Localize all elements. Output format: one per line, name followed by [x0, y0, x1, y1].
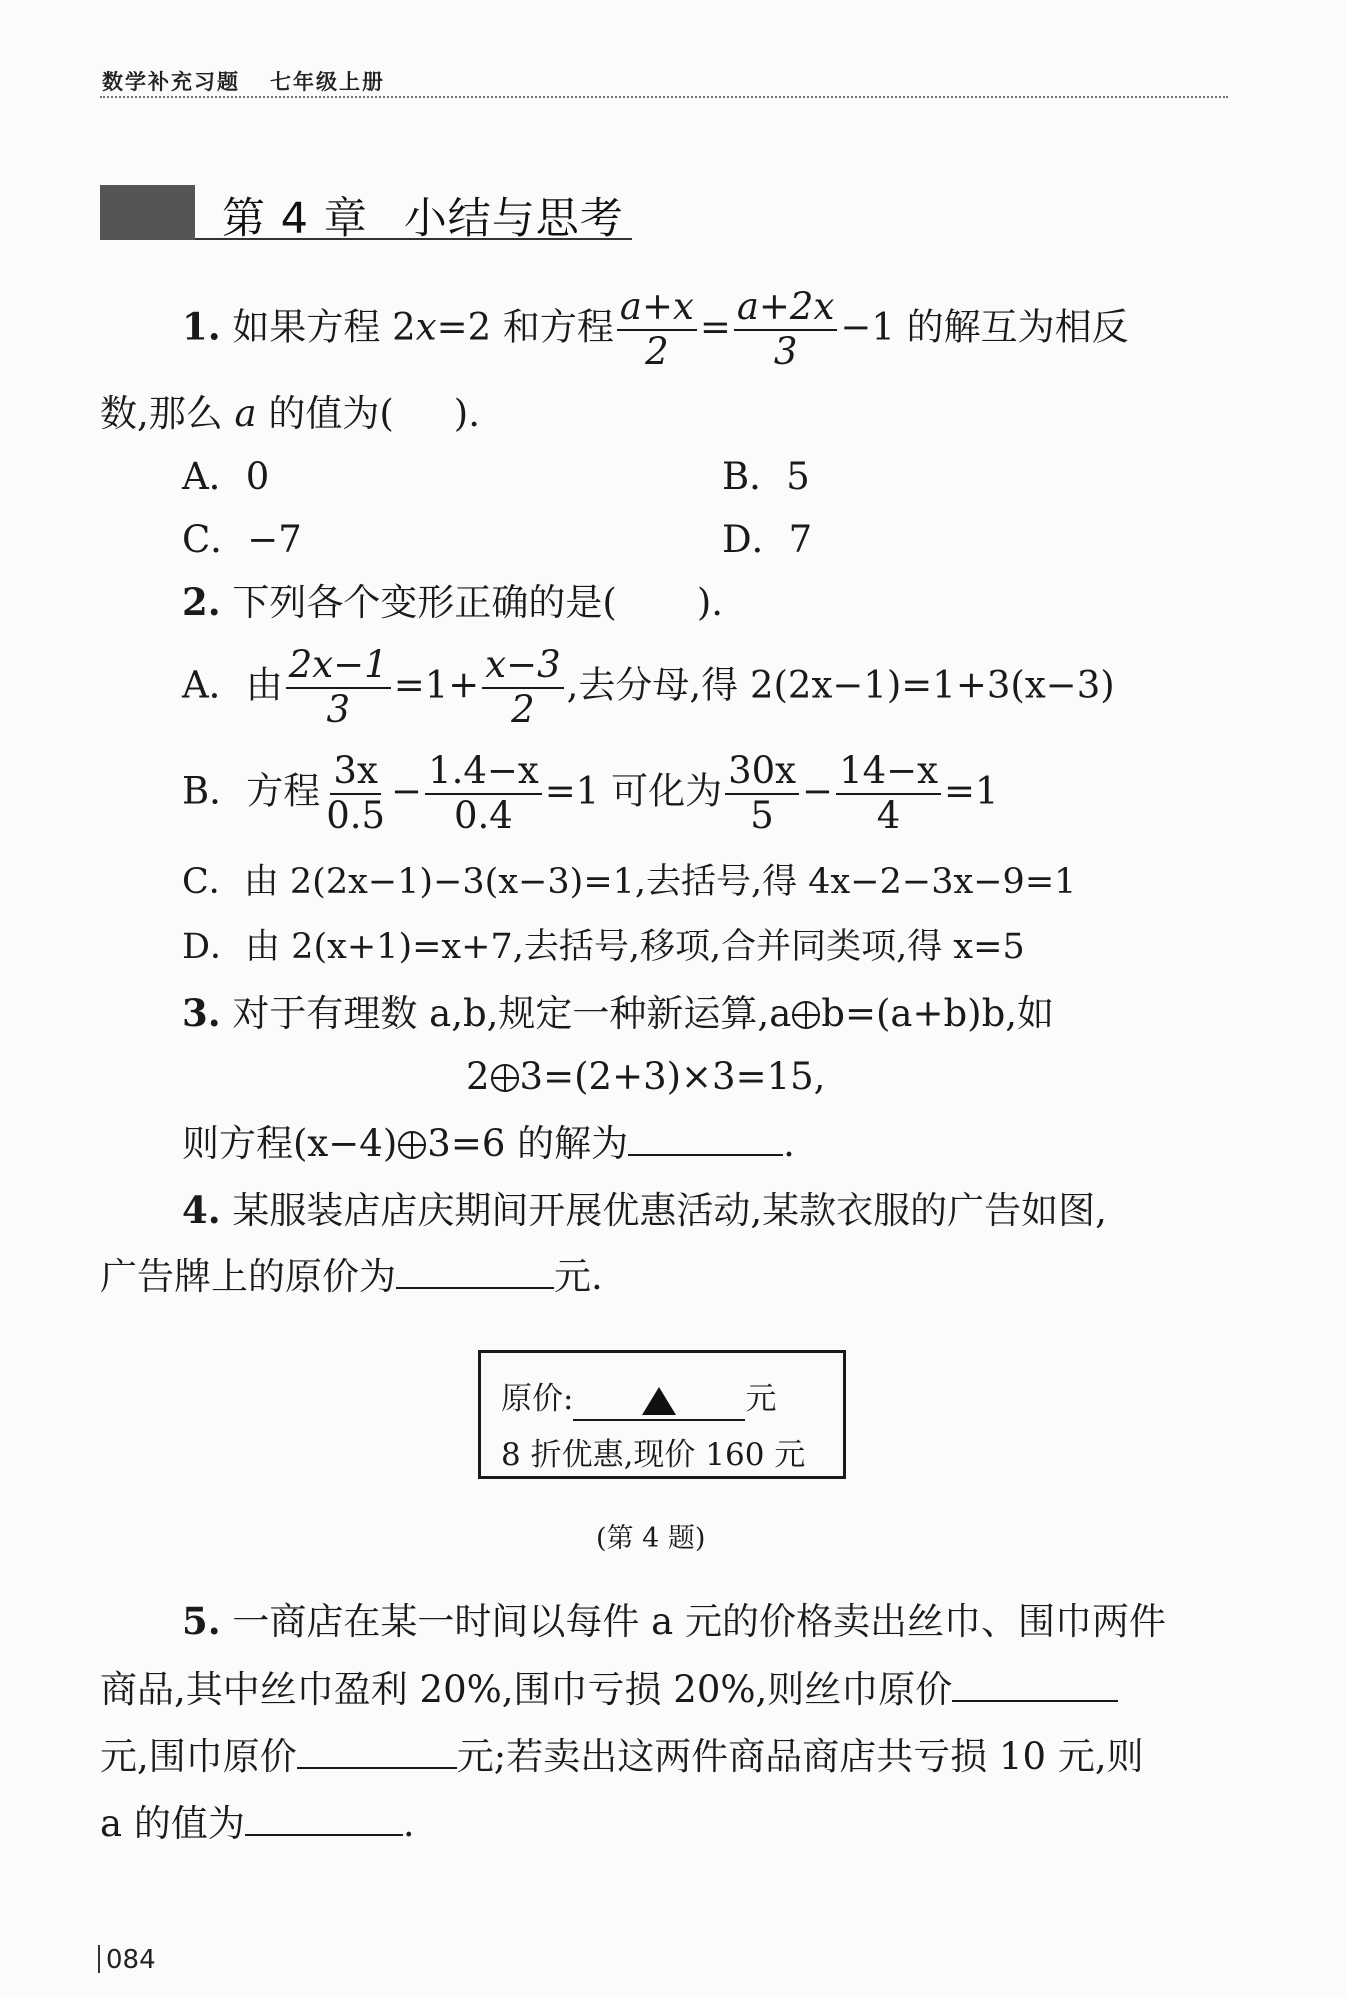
fraction: $\frac{x-3}{2}$	[482, 646, 563, 730]
question-number: 5.	[182, 1599, 221, 1643]
header-divider	[100, 96, 1228, 98]
figure-caption: (第 4 题)	[596, 1523, 706, 1554]
option-a: A．0	[182, 455, 270, 498]
q2-option-c: C．由 2(2x−1)−3(x−3)=1,去括号,得 4x−2−3x−9=1	[182, 862, 1077, 902]
fraction: $\frac{a+2x}{3}$	[734, 288, 837, 372]
q2-option-b: B．方程 $\frac{3x}{0.5}$ − $\frac{1.4-x}{0.4}$ =1 可化为 $\frac{30x}{5}$ − $\frac{14-x}{4}$ =1	[182, 749, 999, 837]
ad-original-price-line: 原价: 元	[501, 1373, 776, 1421]
page-number: 084	[98, 1945, 156, 1975]
q2-option-a: A．由 $\frac{2x-1}{3}$ =1+ $\frac{x-3}{2}$ ,去分母,得 2(2x−1)=1+3(x−3)	[182, 643, 1115, 731]
chapter-underline	[195, 238, 632, 240]
running-header	[102, 66, 385, 96]
question-5-line-4: a 的值为 .	[100, 1802, 415, 1845]
circled-plus-icon	[491, 1064, 519, 1092]
chapter-heading	[222, 185, 624, 246]
question-number: 1.	[182, 304, 221, 349]
q2-option-d: D．由 2(x+1)=x+7,去括号,移项,合并同类项,得 x=5	[182, 927, 1025, 967]
answer-blank[interactable]	[952, 1670, 1118, 1702]
question-4-line-1: 4. 某服装店店庆期间开展优惠活动,某款衣服的广告如图,	[182, 1188, 1107, 1232]
option-d: D．7	[722, 518, 813, 561]
fraction: $\frac{14-x}{4}$	[836, 752, 941, 836]
fraction: $\frac{1.4-x}{0.4}$	[425, 752, 542, 836]
option-c: C．−7	[182, 518, 302, 561]
ad-discount-line: 8 折优惠,现价 160 元	[501, 1437, 806, 1473]
book-title: 数学补充习题	[102, 70, 240, 94]
question-5-line-3: 元,围巾原价 元;若卖出这两件商品商店共亏损 10 元,则	[100, 1735, 1144, 1778]
chapter-number: 第 4 章	[222, 194, 368, 244]
fraction: $\frac{3x}{0.5}$	[326, 749, 386, 837]
question-number: 2.	[182, 580, 221, 624]
question-2-stem: 2. 下列各个变形正确的是( ).	[182, 580, 724, 624]
fraction: $\frac{2x-1}{3}$	[286, 646, 391, 730]
question-5-line-1: 5. 一商店在某一时间以每件 a 元的价格卖出丝巾、围巾两件	[182, 1599, 1166, 1643]
circled-plus-icon	[398, 1131, 426, 1159]
question-5-line-2: 商品,其中丝巾盈利 20%,围巾亏损 20%,则丝巾原价	[100, 1670, 1118, 1708]
chapter-marker-block	[100, 185, 195, 240]
black-triangle-icon	[642, 1387, 676, 1415]
page-number-bar	[98, 1945, 100, 1973]
question-1-line-2: 数,那么 a 的值为( ).	[100, 392, 480, 435]
chapter-title: 小结与思考	[403, 194, 624, 244]
circled-plus-icon	[792, 1001, 820, 1029]
answer-blank[interactable]	[297, 1737, 457, 1769]
ad-sign-figure	[478, 1350, 846, 1479]
grade-label: 七年级上册	[270, 70, 385, 94]
question-3-example: 2 3=(2+3)×3=15,	[466, 1055, 826, 1098]
option-b: B．5	[722, 455, 810, 498]
answer-blank[interactable]	[245, 1804, 403, 1836]
question-4-line-2: 广告牌上的原价为 元.	[100, 1255, 603, 1298]
question-number: 4.	[182, 1188, 221, 1232]
answer-blank[interactable]	[628, 1124, 783, 1156]
question-number: 3.	[182, 991, 221, 1035]
question-1-line-1: 1. 如果方程 2x=2 和方程 $\frac{a+x}{2}$ = $\frac{a+2x}{3}$ −1 的解互为相反	[182, 285, 1129, 373]
answer-blank[interactable]	[396, 1257, 554, 1289]
fraction: $\frac{30x}{5}$	[725, 752, 799, 836]
question-3-line-1: 3. 对于有理数 a,b,规定一种新运算,a b=(a+b)b,如	[182, 991, 1055, 1035]
fraction: $\frac{a+x}{2}$	[617, 288, 697, 372]
question-3-line-3: 则方程(x−4) 3=6 的解为 .	[182, 1122, 795, 1165]
